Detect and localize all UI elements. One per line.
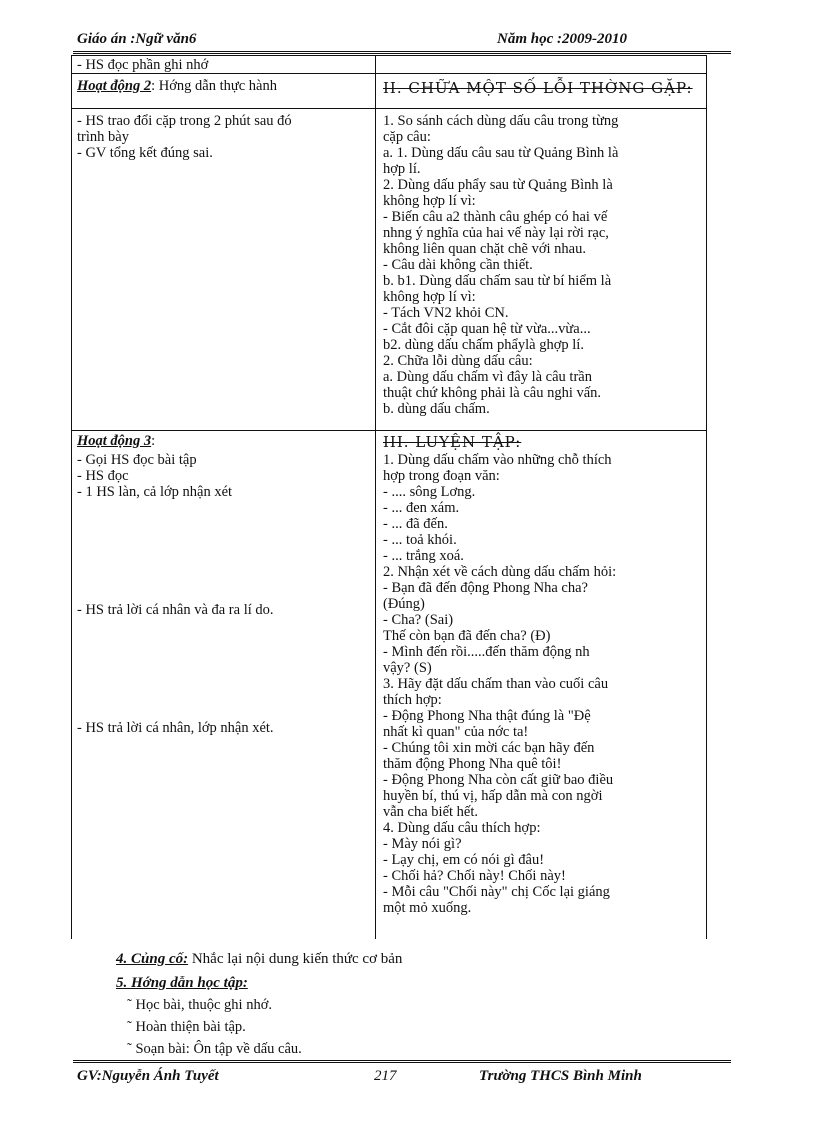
row4-left-a bbox=[77, 452, 369, 500]
text-line: trình bày bbox=[77, 129, 129, 145]
row2-left bbox=[77, 78, 369, 94]
text-line: 4. Dùng dấu câu thích hợp: bbox=[383, 820, 541, 836]
text-line: - Động Phong Nha thật đúng là "Đệ bbox=[383, 708, 591, 724]
text-line: thuật chứ không phải là câu nghi vấn. bbox=[383, 385, 602, 401]
text-line: một mỏ xuống. bbox=[383, 900, 472, 916]
row-line bbox=[72, 430, 706, 431]
text-line: - Bạn đã đến động Phong Nha cha? bbox=[383, 580, 588, 596]
footer-teacher: GV:Nguyễn Ánh Tuyết bbox=[77, 1068, 219, 1084]
text-line: 2. Dùng dấu phẩy sau từ Quảng Bình là bbox=[383, 177, 613, 193]
list-item bbox=[127, 997, 272, 1013]
consolidation-label: 4. Củng cố: bbox=[116, 951, 189, 967]
activity-2-text: : Hớng dẫn thực hành bbox=[151, 78, 277, 94]
text-line: hợp trong đoạn văn: bbox=[383, 468, 500, 484]
dash-bullet-icon: ˜ bbox=[127, 997, 132, 1013]
text-line: - Gọi HS đọc bài tập bbox=[77, 452, 197, 468]
text-line: 1. Dùng dấu chấm vào những chỗ thích bbox=[383, 452, 612, 468]
text-line: 2. Chữa lỗi dùng dấu câu: bbox=[383, 353, 533, 369]
row4-left-b: - HS trả lời cá nhân và đa ra lí do. bbox=[77, 602, 274, 618]
text-line: a. Dùng dấu chấm vì đây là câu trần bbox=[383, 369, 592, 385]
text-line: - Tách VN2 khỏi CN. bbox=[383, 305, 509, 321]
text-line: - Cha? (Sai) bbox=[383, 612, 454, 628]
text-line: - ... đã đến. bbox=[383, 516, 448, 532]
activity-3-label: Hoạt động 3 bbox=[77, 433, 152, 449]
text-line: - Chúng tôi xin mời các bạn hãy đến bbox=[383, 740, 595, 756]
row-line bbox=[72, 73, 706, 74]
section-ii-heading: II. CHỮA MỘT SỐ LỖI THỜNG GẶP: bbox=[383, 79, 693, 97]
column-divider bbox=[375, 55, 376, 939]
row-line bbox=[72, 108, 706, 109]
text-line: 2. Nhận xét về cách dùng dấu chấm hỏi: bbox=[383, 564, 617, 580]
text-line: - ... toả khói. bbox=[383, 532, 457, 548]
footer-rule bbox=[73, 1060, 731, 1063]
lesson-table bbox=[71, 55, 707, 939]
list-item bbox=[127, 1041, 302, 1057]
text-line: nhất kì quan" của nớc ta! bbox=[383, 724, 529, 740]
text-line: - Cắt đôi cặp quan hệ từ vừa...vừa... bbox=[383, 321, 591, 337]
row-line bbox=[72, 55, 706, 56]
text-line: - Mỗi câu "Chối này" chị Cốc lại giáng bbox=[383, 884, 610, 900]
text-line: b2. dùng dấu chấm phẩylà ghợp lí. bbox=[383, 337, 584, 353]
activity-3-heading bbox=[77, 433, 369, 449]
page-header bbox=[77, 31, 705, 53]
text-line: - Lạy chị, em có nói gì đâu! bbox=[383, 852, 545, 868]
text-line: b. dùng dấu chấm. bbox=[383, 401, 490, 417]
text-line: (Đúng) bbox=[383, 596, 425, 612]
text-line: 3. Hãy đặt dấu chấm than vào cuối câu bbox=[383, 676, 609, 692]
text-line: - .... sông Lơng. bbox=[383, 484, 476, 500]
page-number: 217 bbox=[374, 1068, 397, 1084]
list-item-text: Soạn bài: Ôn tập về dấu câu. bbox=[135, 1041, 302, 1057]
text-line: 1. So sánh cách dùng dấu câu trong từng bbox=[383, 113, 619, 129]
text-line: cặp câu: bbox=[383, 129, 431, 145]
text-line: Thế còn bạn đã đến cha? (Đ) bbox=[383, 628, 551, 644]
dash-bullet-icon: ˜ bbox=[127, 1041, 132, 1057]
consolidation-line bbox=[116, 951, 402, 968]
row4-left-c: - HS trả lời cá nhân, lớp nhận xét. bbox=[77, 720, 274, 736]
list-item bbox=[127, 1019, 246, 1035]
row4-right bbox=[383, 452, 701, 916]
text-line: vậy? (S) bbox=[383, 660, 432, 676]
text-line: nhng ý nghĩa của hai vế này lại rời rạc, bbox=[383, 225, 609, 241]
list-item-text: Học bài, thuộc ghi nhớ. bbox=[135, 997, 273, 1013]
text-line: thích hợp: bbox=[383, 692, 442, 708]
text-line: - Động Phong Nha còn cất giữ bao điều bbox=[383, 772, 614, 788]
text-line: - Biến câu a2 thành câu ghép có hai vế bbox=[383, 209, 608, 225]
text-line: a. 1. Dùng dấu câu sau từ Quảng Bình là bbox=[383, 145, 619, 161]
text-line: - ... đen xám. bbox=[383, 500, 460, 516]
text-line: không hợp lí vì: bbox=[383, 289, 476, 305]
text-line: - ... trắng xoá. bbox=[383, 548, 464, 564]
row1-left: - HS đọc phần ghi nhớ bbox=[77, 57, 209, 73]
text-line: không hợp lí vì: bbox=[383, 193, 476, 209]
text-line: - Mình đến rồi.....đến thăm động nh bbox=[383, 644, 590, 660]
row3-right bbox=[383, 113, 701, 417]
text-line: - HS đọc bbox=[77, 468, 129, 484]
footer-school: Trường THCS Bình Minh bbox=[479, 1068, 642, 1084]
activity-2-label: Hoạt động 2 bbox=[77, 78, 152, 94]
section-iii-heading: III. LUYỆN TẬP: bbox=[383, 433, 522, 451]
list-item-text: Hoàn thiện bài tập. bbox=[135, 1019, 246, 1035]
text-line: - GV tổng kết đúng sai. bbox=[77, 145, 213, 161]
text-line: thăm động Phong Nha quê tôi! bbox=[383, 756, 562, 772]
header-school-year: Năm học :2009-2010 bbox=[497, 31, 627, 47]
header-rule bbox=[73, 51, 731, 54]
study-guide-heading bbox=[116, 975, 248, 992]
header-subject: Giáo án :Ngữ văn6 bbox=[77, 31, 197, 47]
text-line: vẫn cha biết hết. bbox=[383, 804, 479, 820]
consolidation-text: Nhắc lại nội dung kiến thức cơ bản bbox=[188, 951, 403, 967]
text-line: không liên quan chặt chẽ với nhau. bbox=[383, 241, 586, 257]
text-line: - HS trao đổi cặp trong 2 phút sau đó bbox=[77, 113, 292, 129]
row3-left bbox=[77, 113, 369, 161]
text-line: b. b1. Dùng dấu chấm sau từ bí hiểm là bbox=[383, 273, 612, 289]
text-line: - Câu dài không cần thiết. bbox=[383, 257, 533, 273]
study-guide-label: 5. Hớng dẫn học tập: bbox=[116, 975, 248, 991]
activity-3-colon: : bbox=[151, 433, 156, 449]
text-line: huyền bí, thú vị, hấp dẫn mà con ngời bbox=[383, 788, 603, 804]
text-line: - 1 HS làn, cả lớp nhận xét bbox=[77, 484, 233, 500]
text-line: - Mày nói gì? bbox=[383, 836, 462, 852]
text-line: hợp lí. bbox=[383, 161, 421, 177]
dash-bullet-icon: ˜ bbox=[127, 1019, 132, 1035]
text-line: - Chối hả? Chối này! Chối này! bbox=[383, 868, 566, 884]
